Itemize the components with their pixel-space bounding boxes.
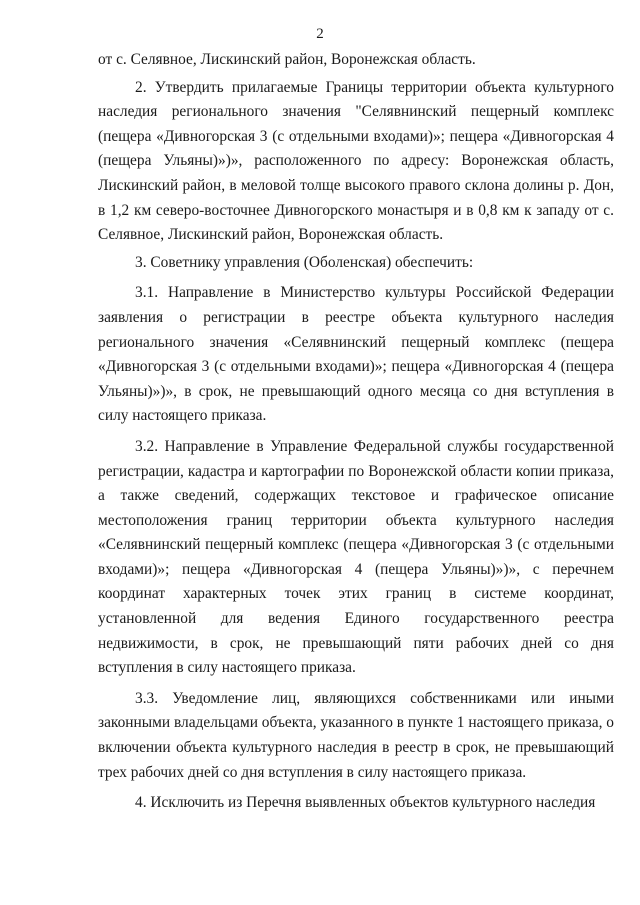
paragraph-item-3-3: 3.3. Уведомление лиц, являющихся собственниками или иными законными владельцами объекта, указанного в пункте 1 настоящего приказа, о включении объекта культурного наследия в реестр в срок, не превышающий трех рабочих дней со дня вступления в силу настоящего приказа. [98,689,614,781]
paragraph-item-4: 4. Исключить из Перечня выявленных объектов культурного наследия [135,794,596,812]
paragraph-item-3-2: 3.2. Направление в Управление Федеральной службы государственной регистрации, кадастра и картографии по Воронежской области копии приказа, а также сведений, содержащих текстовое и графическое описание местоположения границ территории объекта культурного наследия «Селявнинский пещерный комплекс (пещера «Дивногорская 3 (с отдельными входами)»; пещера «Дивногорская 4 (пещера Ульяны)»)», с перечнем координат характерных точек этих границ в системе координат, установленной для ведения Единого государственного реестра недвижимости, в срок, не превышающий пяти рабочих дней со дня вступления в силу настоящего приказа. [98,437,614,677]
paragraph-item-3: 3. Советнику управления (Оболенская) обеспечить: [135,253,474,271]
paragraph-continuation: от с. Селявное, Лискинский район, Воронежская область. [98,51,476,68]
paragraph-item-2: 2. Утвердить прилагаемые Границы территории объекта культурного наследия регионального значения "Селявнинский пещерный комплекс (пещера «Дивногорская 3 (с отдельными входами)»; пещера «Дивногорская 4 (пещера Ульяны)»)», расположенного по адресу: Воронежская область, Лискинский район, в меловой толще высокого правого склона долины р. Дон, в 1,2 км северо-восточнее Дивногорского монастыря и в 0,8 км к западу от с. Селявное, Лискинский район, Воронежская область. [98,78,614,244]
paragraph-item-3-1: 3.1. Направление в Министерство культуры Российской Федерации заявления о регистрации в реестре объекта культурного наследия регионального значения «Селявнинский пещерный комплекс (пещера «Дивногорская 3 (с отдельными входами)»; пещера «Дивногорская 4 (пещера Ульяны)»)», в срок, не превышающий одного месяца со дня вступления в силу настоящего приказа. [98,284,614,425]
document-body [98,48,614,819]
page-number: 2 [316,26,324,42]
